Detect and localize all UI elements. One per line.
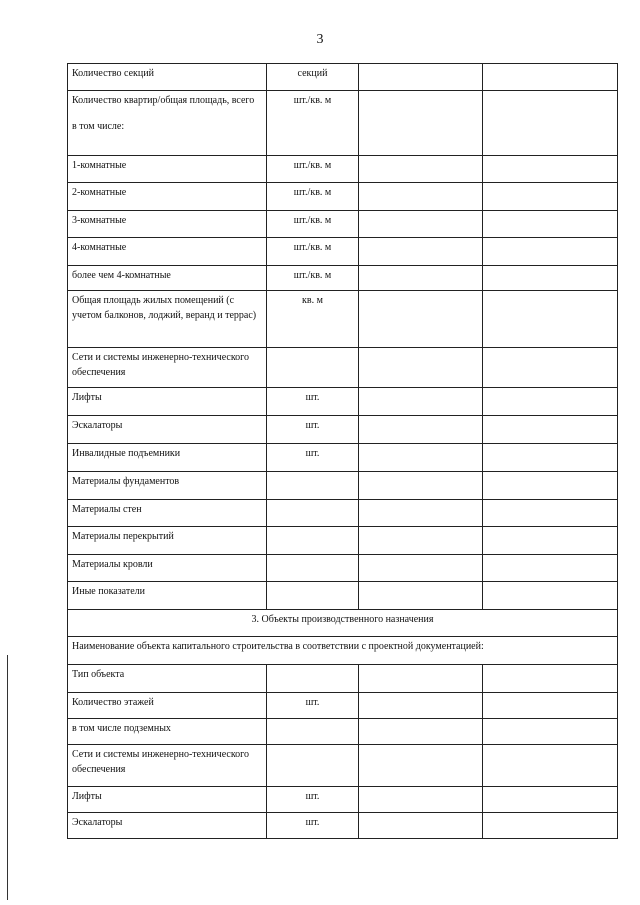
row-label: Количество этажей: [68, 693, 267, 719]
row-label: Тип объекта: [68, 665, 267, 693]
table-row: [68, 582, 618, 610]
value-cell[interactable]: [359, 693, 483, 719]
value-cell[interactable]: [359, 64, 483, 91]
value-cell[interactable]: [483, 665, 618, 693]
row-unit: [267, 527, 359, 555]
value-cell[interactable]: [359, 582, 483, 610]
row-unit: шт./кв. м: [267, 183, 359, 211]
row-label: Материалы перекрытий: [68, 527, 267, 555]
value-cell[interactable]: [483, 266, 618, 291]
table-row: [68, 444, 618, 472]
row-label: Лифты: [68, 787, 267, 813]
table-row: [68, 211, 618, 238]
value-cell[interactable]: [359, 500, 483, 527]
table-row: [68, 91, 618, 156]
table-row: [68, 527, 618, 555]
value-cell[interactable]: [359, 156, 483, 183]
value-cell[interactable]: [359, 719, 483, 745]
row-unit: шт./кв. м: [267, 156, 359, 183]
value-cell[interactable]: [483, 444, 618, 472]
value-cell[interactable]: [483, 813, 618, 839]
value-cell[interactable]: [483, 555, 618, 582]
value-cell[interactable]: [483, 582, 618, 610]
value-cell[interactable]: [359, 183, 483, 211]
row-unit: шт.: [267, 787, 359, 813]
section-heading: 3. Объекты производственного назначения: [68, 610, 618, 637]
table-row: [68, 183, 618, 211]
row-unit: [267, 500, 359, 527]
row-unit: шт.: [267, 813, 359, 839]
row-label: Лифты: [68, 388, 267, 416]
value-cell[interactable]: [483, 745, 618, 787]
row-label: Количество квартир/общая площадь, всего: [72, 95, 255, 106]
row-label: Сети и системы инженерно-технического обеспечения: [68, 745, 267, 787]
table-row: [68, 719, 618, 745]
row-label: Эскалаторы: [68, 813, 267, 839]
row-unit: [267, 472, 359, 500]
value-cell[interactable]: [359, 388, 483, 416]
row-label: Инвалидные подъемники: [68, 444, 267, 472]
value-cell[interactable]: [483, 291, 618, 348]
row-unit: шт.: [267, 444, 359, 472]
value-cell[interactable]: [483, 348, 618, 388]
table-row: [68, 745, 618, 787]
table-row: [68, 266, 618, 291]
row-unit: шт.: [267, 388, 359, 416]
table-row: [68, 555, 618, 582]
table-row: [68, 416, 618, 444]
value-cell[interactable]: [359, 472, 483, 500]
value-cell[interactable]: [483, 416, 618, 444]
value-cell[interactable]: [359, 813, 483, 839]
page-number: 3: [316, 32, 324, 47]
row-unit: [267, 348, 359, 388]
row-unit: шт.: [267, 416, 359, 444]
value-cell[interactable]: [359, 444, 483, 472]
margin-line: [7, 655, 8, 900]
row-label: Материалы кровли: [68, 555, 267, 582]
row-label: Количество секций: [68, 64, 267, 91]
row-sublabel: в том числе:: [72, 121, 125, 132]
row-unit: [267, 665, 359, 693]
row-label: 3-комнатные: [68, 211, 267, 238]
value-cell[interactable]: [483, 183, 618, 211]
row-label: 4-комнатные: [68, 238, 267, 266]
value-cell[interactable]: [483, 211, 618, 238]
row-unit: [267, 719, 359, 745]
value-cell[interactable]: [483, 527, 618, 555]
row-label: 1-комнатные: [68, 156, 267, 183]
value-cell[interactable]: [483, 238, 618, 266]
row-label: Иные показатели: [68, 582, 267, 610]
value-cell[interactable]: [359, 291, 483, 348]
row-label: Материалы стен: [68, 500, 267, 527]
row-unit: [267, 555, 359, 582]
value-cell[interactable]: [483, 500, 618, 527]
row-unit: шт.: [267, 693, 359, 719]
value-cell[interactable]: [483, 693, 618, 719]
row-unit: секций: [267, 64, 359, 91]
row-unit: шт./кв. м: [267, 238, 359, 266]
object-name-label[interactable]: Наименование объекта капитального строительства в соответствии с проектной документацией:: [68, 637, 618, 665]
row-unit: кв. м: [267, 291, 359, 348]
value-cell[interactable]: [359, 266, 483, 291]
value-cell[interactable]: [359, 416, 483, 444]
row-label: в том числе подземных: [68, 719, 267, 745]
value-cell[interactable]: [359, 238, 483, 266]
row-label: Эскалаторы: [68, 416, 267, 444]
row-unit: шт./кв. м: [267, 211, 359, 238]
row-unit: [267, 582, 359, 610]
row-unit: [267, 745, 359, 787]
value-cell[interactable]: [359, 211, 483, 238]
value-cell[interactable]: [483, 91, 618, 156]
value-cell[interactable]: [483, 64, 618, 91]
value-cell[interactable]: [359, 787, 483, 813]
value-cell[interactable]: [483, 472, 618, 500]
value-cell[interactable]: [359, 665, 483, 693]
row-label: более чем 4-комнатные: [68, 266, 267, 291]
row-label: 2-комнатные: [68, 183, 267, 211]
value-cell[interactable]: [483, 156, 618, 183]
table-row: [68, 693, 618, 719]
table-row: [68, 813, 618, 839]
value-cell[interactable]: [359, 348, 483, 388]
row-label: Общая площадь жилых помещений (с учетом балконов, лоджий, веранд и террас): [68, 291, 267, 348]
row-unit: шт./кв. м: [267, 266, 359, 291]
value-cell[interactable]: [483, 388, 618, 416]
table-row: [68, 388, 618, 416]
value-cell[interactable]: [483, 787, 618, 813]
row-label-cell: [68, 91, 267, 156]
table-row: [68, 787, 618, 813]
value-cell[interactable]: [359, 91, 483, 156]
row-unit: шт./кв. м: [267, 91, 359, 156]
table-row: [68, 472, 618, 500]
object-name-row: [68, 637, 618, 665]
row-label: Материалы фундаментов: [68, 472, 267, 500]
value-cell[interactable]: [359, 745, 483, 787]
table-row: [68, 64, 618, 91]
table-row: [68, 238, 618, 266]
table-row: [68, 348, 618, 388]
value-cell[interactable]: [483, 719, 618, 745]
value-cell[interactable]: [359, 555, 483, 582]
table-row: [68, 500, 618, 527]
table-row: [68, 665, 618, 693]
table-row: [68, 156, 618, 183]
section-heading-row: [68, 610, 618, 637]
table-row: [68, 291, 618, 348]
indicators-table: [67, 63, 618, 839]
value-cell[interactable]: [359, 527, 483, 555]
row-label: Сети и системы инженерно-технического обеспечения: [68, 348, 267, 388]
